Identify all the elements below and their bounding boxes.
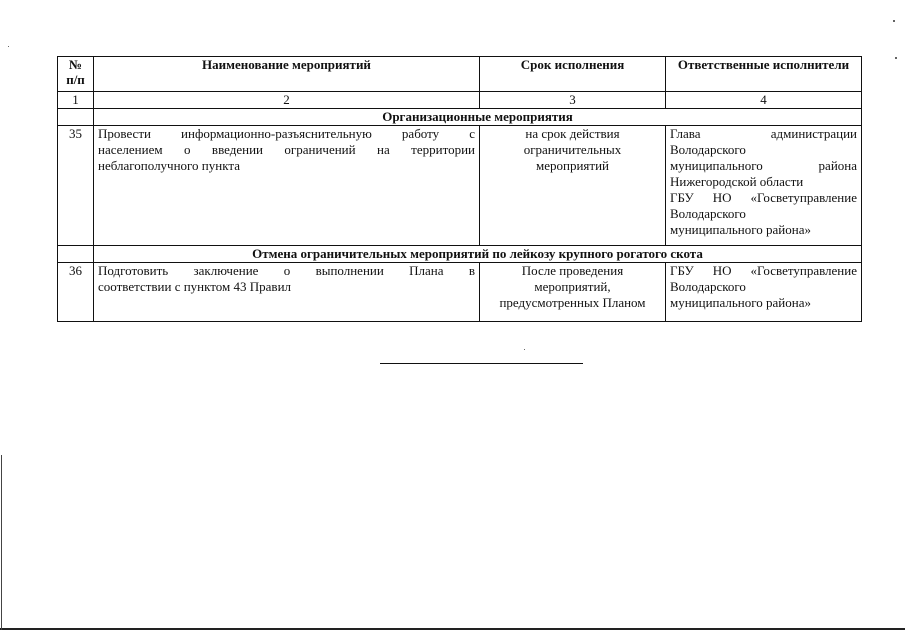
column-index-row bbox=[58, 92, 862, 109]
section-num-cell bbox=[58, 109, 94, 126]
scan-bottom-edge bbox=[0, 628, 905, 630]
term-line: мероприятий bbox=[536, 158, 609, 173]
column-index-2: 2 bbox=[94, 92, 480, 109]
plan-table bbox=[57, 56, 862, 322]
header-name: Наименование мероприятий bbox=[94, 57, 480, 92]
term-line: мероприятий, bbox=[534, 279, 611, 294]
responsible-line: муниципального района» bbox=[670, 222, 811, 237]
scan-speck bbox=[893, 20, 895, 22]
section-row-organizational bbox=[58, 109, 862, 126]
responsible-line: Глава администрации bbox=[670, 126, 857, 141]
row-number: 35 bbox=[58, 126, 94, 246]
responsible-line: Володарского bbox=[670, 206, 746, 221]
column-index-1: 1 bbox=[58, 92, 94, 109]
action-line: населением о введении ограничений на территории bbox=[98, 142, 475, 157]
responsible-line: муниципального района bbox=[670, 158, 857, 173]
row-term bbox=[480, 263, 666, 322]
row-term bbox=[480, 126, 666, 246]
term-line: на срок действия bbox=[525, 126, 620, 141]
header-row bbox=[58, 57, 862, 92]
term-line: ограничительных bbox=[523, 142, 622, 157]
section-num-cell bbox=[58, 246, 94, 263]
responsible-line: ГБУ НО «Госветуправление bbox=[670, 190, 857, 205]
responsible-line: Володарского bbox=[670, 142, 746, 157]
header-num: № п/п bbox=[58, 57, 94, 92]
responsible-line: муниципального района» bbox=[670, 295, 811, 310]
action-line: Провести информационно-разъяснительную работу с bbox=[98, 126, 475, 141]
row-responsible bbox=[666, 263, 862, 322]
table-row bbox=[58, 126, 862, 246]
section-title: Организационные мероприятия bbox=[94, 109, 862, 126]
scan-speck bbox=[895, 57, 897, 59]
term-line: предусмотренных Планом bbox=[499, 295, 646, 310]
row-responsible bbox=[666, 126, 862, 246]
scan-speck bbox=[524, 349, 525, 350]
scan-speck bbox=[8, 46, 9, 47]
table-row bbox=[58, 263, 862, 322]
responsible-line: Нижегородской области bbox=[670, 174, 804, 189]
header-term: Срок исполнения bbox=[480, 57, 666, 92]
column-index-3: 3 bbox=[480, 92, 666, 109]
responsible-line: ГБУ НО «Госветуправление bbox=[670, 263, 857, 278]
section-row-cancellation bbox=[58, 246, 862, 263]
end-of-document-rule bbox=[380, 363, 583, 364]
responsible-line: Володарского bbox=[670, 279, 746, 294]
action-line: Подготовить заключение о выполнении Плана в bbox=[98, 263, 475, 278]
header-resp: Ответственные исполнители bbox=[666, 57, 862, 92]
term-line: После проведения bbox=[521, 263, 624, 278]
action-line: неблагополучного пункта bbox=[98, 158, 240, 173]
row-action bbox=[94, 263, 480, 322]
action-line: соответствии с пунктом 43 Правил bbox=[98, 279, 292, 294]
section-title: Отмена ограничительных мероприятий по лейкозу крупного рогатого скота bbox=[94, 246, 862, 263]
row-action bbox=[94, 126, 480, 246]
scan-left-edge bbox=[1, 455, 2, 630]
row-number: 36 bbox=[58, 263, 94, 322]
column-index-4: 4 bbox=[666, 92, 862, 109]
